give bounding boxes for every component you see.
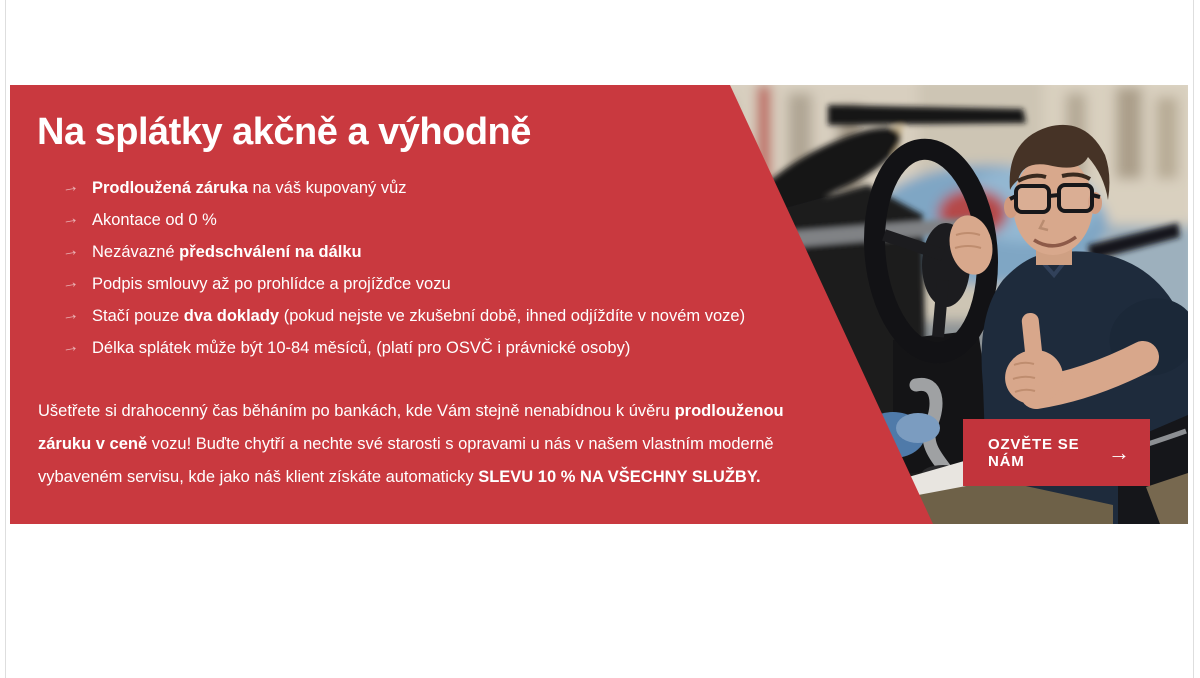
paragraph-line: záruku v ceně vozu! Buďte chytří a nechte své starosti s opravami u nás v našem vlastním moderně — [38, 435, 774, 453]
benefit-item — [60, 303, 1188, 338]
benefit-item — [60, 335, 1188, 370]
benefits-list — [10, 175, 1188, 370]
arrow-right-icon: → — [1108, 439, 1130, 465]
arrow-right-icon: → — [60, 175, 81, 198]
benefit-text: Akontace od 0 % — [92, 211, 217, 229]
benefit-text: Podpis smlouvy až po prohlídce a projížďce vozu — [92, 275, 451, 293]
banner-title: Na splátky akčně a výhodně — [37, 111, 531, 153]
benefit-text: Nezávazné předschválení na dálku — [92, 243, 362, 261]
promo-banner — [10, 85, 1188, 524]
arrow-right-icon: → — [60, 271, 81, 294]
benefit-text: Délka splátek může být 10-84 měsíců, (platí pro OSVČ i právnické osoby) — [92, 339, 631, 357]
paragraph-line: vybaveném servisu, kde jako náš klient získáte automaticky SLEVU 10 % NA VŠECHNY SLUŽBY. — [38, 468, 761, 486]
contact-cta-button[interactable] — [963, 419, 1150, 486]
paragraph-line: Ušetřete si drahocenný čas běháním po bankách, kde Vám stejně nenabídnou k úvěru prodlouženou — [38, 402, 784, 420]
benefit-item — [60, 207, 1188, 242]
benefit-item — [60, 271, 1188, 306]
arrow-right-icon: → — [60, 335, 81, 358]
arrow-right-icon: → — [60, 239, 81, 262]
benefit-item — [60, 239, 1188, 274]
cta-label: OZVĚTE SE NÁM — [988, 435, 1080, 470]
benefit-item — [60, 175, 1188, 210]
benefit-text: Stačí pouze dva doklady (pokud nejste ve zkušební době, ihned odjíždíte v novém voze) — [92, 307, 746, 325]
arrow-right-icon: → — [60, 207, 81, 230]
page-left-edge — [5, 0, 6, 678]
page-right-edge — [1193, 0, 1194, 678]
arrow-right-icon: → — [60, 303, 81, 326]
benefit-text: Prodloužená záruka na váš kupovaný vůz — [92, 179, 407, 197]
